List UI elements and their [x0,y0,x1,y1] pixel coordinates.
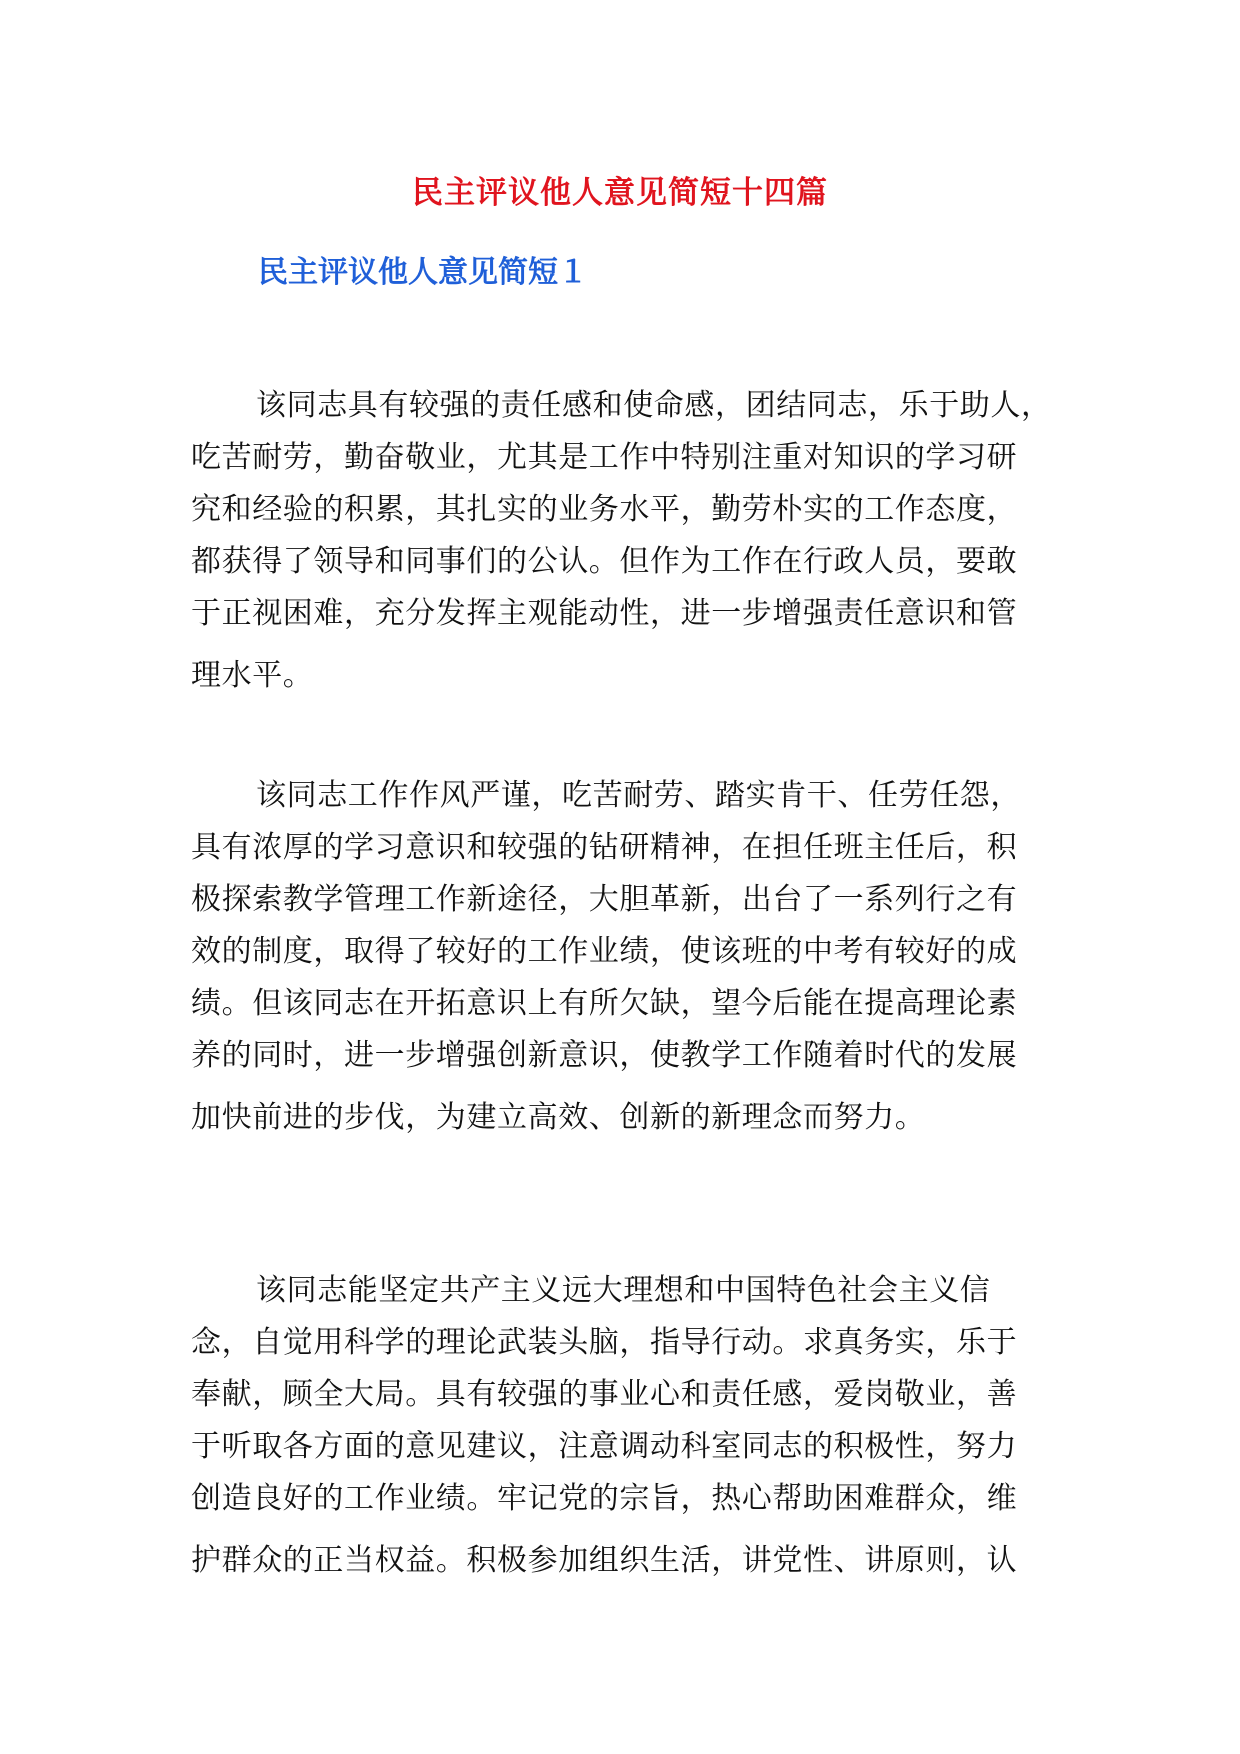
paragraph-line: 究和经验的积累，其扎实的业务水平，勤劳朴实的工作态度， [191,492,1018,527]
paragraph-line: 该同志工作作风严谨，吃苦耐劳、踏实肯干、任劳任怨， [256,778,1021,813]
paragraph-line: 加快前进的步伐，为建立高效、创新的新理念而努力。 [191,1100,926,1135]
paragraph-1 [191,380,1071,702]
paragraph-line: 护群众的正当权益。积极参加组织生活，讲党性、讲原则，认 [191,1543,1018,1578]
paragraph-line: 养的同时，进一步增强创新意识，使教学工作随着时代的发展 [191,1038,1018,1073]
paragraph-line: 绩。但该同志在开拓意识上有所欠缺，望今后能在提高理论素 [191,986,1018,1021]
paragraph-line: 吃苦耐劳，勤奋敬业，尤其是工作中特别注重对知识的学习研 [191,440,1018,475]
paragraph-line: 创造良好的工作业绩。牢记党的宗旨，热心帮助困难群众，维 [191,1481,1018,1516]
paragraph-line: 具有浓厚的学习意识和较强的钻研精神，在担任班主任后，积 [191,830,1018,865]
paragraph-line: 效的制度，取得了较好的工作业绩，使该班的中考有较好的成 [191,934,1018,969]
document-title: 民主评议他人意见简短十四篇 [412,175,828,211]
paragraph-line: 念，自觉用科学的理论武装头脑，指导行动。求真务实，乐于 [191,1325,1018,1360]
paragraph-line: 都获得了领导和同事们的公认。但作为工作在行政人员，要敢 [191,544,1018,579]
paragraph-line: 于听取各方面的意见建议，注意调动科室同志的积极性，努力 [191,1429,1018,1464]
paragraph-2 [191,770,1071,1144]
paragraph-3 [191,1265,1071,1587]
paragraph-line: 于正视困难，充分发挥主观能动性，进一步增强责任意识和管 [191,596,1018,631]
paragraph-line: 理水平。 [191,658,314,693]
paragraph-line: 该同志能坚定共产主义远大理想和中国特色社会主义信 [256,1273,991,1308]
paragraph-line: 该同志具有较强的责任感和使命感，团结同志，乐于助人， [256,388,1052,423]
paragraph-line: 极探索教学管理工作新途径，大胆革新，出台了一系列行之有 [191,882,1018,917]
section-heading: 民主评议他人意见简短１ [258,255,588,290]
paragraph-line: 奉献，顾全大局。具有较强的事业心和责任感，爱岗敬业，善 [191,1377,1018,1412]
